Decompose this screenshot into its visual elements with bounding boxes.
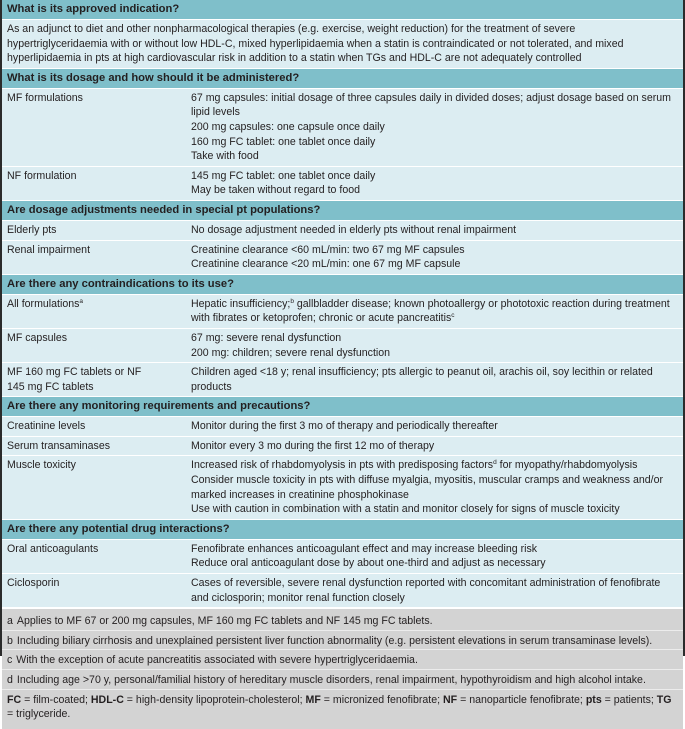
value-line: Use with caution in combination with a statin and monitor closely for signs of muscle toxicity: [191, 503, 620, 516]
row-label: Creatinine levels: [7, 420, 86, 433]
value-line: Reduce oral anticoagulant dose by about one-third and adjust as necessary: [191, 557, 546, 570]
abbr-term: TG: [656, 693, 672, 706]
table-row: [2, 539, 683, 573]
section-heading-contraindications: Are there any contraindications to its use?: [2, 274, 683, 294]
row-value: [191, 439, 678, 454]
footnotes: [2, 607, 683, 729]
row-label: MF formulations: [7, 91, 83, 104]
section-heading-special-populations: Are dosage adjustments needed in special pt populations?: [2, 200, 683, 220]
abbr-definition: = nanoparticle fenofibrate;: [457, 693, 586, 706]
row-label: [7, 297, 191, 326]
footnote: [2, 650, 683, 670]
row-value: [191, 223, 678, 238]
footnote: [2, 670, 683, 690]
abbreviations: [2, 690, 683, 723]
row-label: Muscle toxicity: [7, 459, 76, 472]
row-value: [191, 243, 678, 272]
value-line: No dosage adjustment needed in elderly pts without renal impairment: [191, 223, 517, 236]
table-body: [2, 0, 683, 729]
abbr-term: FC: [7, 693, 22, 706]
value-line: [191, 297, 674, 326]
row-label: Oral anticoagulants: [7, 542, 99, 555]
value-line: Cases of reversible, severe renal dysfunction reported with concomitant administration of fenofibrate and ciclosporin; monitor renal function closely: [191, 577, 661, 604]
footnote-text: Applies to MF 67 or 200 mg capsules, MF 160 mg FC tablets and NF 145 mg FC tablets.: [16, 615, 433, 628]
value-line: 200 mg: children; severe renal dysfunction: [191, 346, 391, 359]
abbr-definition: = triglyceride.: [7, 708, 71, 721]
row-label-text: All formulations: [7, 297, 80, 310]
section-heading-indication: What is its approved indication?: [2, 0, 683, 19]
table-row: [2, 88, 683, 166]
row-label: MF 160 mg FC tablets or NF 145 mg FC tablets: [7, 366, 142, 393]
section-heading-interactions: Are there any potential drug interactions?: [2, 519, 683, 539]
row-value: [191, 458, 678, 516]
row-label: NF formulation: [7, 169, 77, 182]
footnote-ref: c: [451, 312, 455, 320]
value-line: Consider muscle toxicity in pts with diffuse myalgia, myositis, muscular cramps and weakness and/or marked increases in creatinine phosphokinase: [191, 474, 664, 501]
abbr-definition: = high-density lipoprotein-cholesterol;: [123, 693, 306, 706]
row-value: [191, 91, 678, 164]
footnote-ref: a: [79, 297, 84, 305]
row-label: Elderly pts: [7, 223, 57, 236]
footnote-letter: b: [7, 634, 13, 647]
table-row: [2, 328, 683, 362]
section-heading-monitoring: Are there any monitoring requirements and precautions?: [2, 396, 683, 416]
footnote-text: With the exception of acute pancreatitis associated with severe hypertriglyceridaemia.: [16, 654, 418, 667]
row-value: [191, 576, 678, 605]
abbr-term: MF: [305, 693, 321, 706]
table-row: [2, 416, 683, 436]
value-line: 145 mg FC tablet: one tablet once daily: [191, 169, 376, 182]
footnote-letter: a: [7, 615, 13, 628]
table-row: [2, 294, 683, 328]
row-value: [191, 542, 678, 571]
footnote: [2, 611, 683, 631]
table-row: [2, 240, 683, 274]
row-value: [191, 297, 678, 326]
row-value: [191, 331, 678, 360]
row-value: [191, 169, 678, 198]
section-heading-dosage: What is its dosage and how should it be administered?: [2, 68, 683, 88]
footnote: [2, 631, 683, 651]
table-row: [2, 436, 683, 456]
footnote-letter: c: [7, 654, 13, 667]
value-line: 67 mg capsules: initial dosage of three capsules daily in divided doses; adjust dosage based on serum lipid levels: [191, 91, 671, 119]
footnote-letter: d: [7, 674, 13, 686]
value-line: Monitor during the first 3 mo of therapy and periodically thereafter: [191, 420, 498, 433]
abbr-definition: = film-coated;: [21, 693, 91, 706]
row-label: MF capsules: [7, 331, 68, 344]
abbr-definition: = micronized fenofibrate;: [320, 693, 444, 706]
value-line: Children aged <18 y; renal insufficiency; pts allergic to peanut oil, arachis oil, soy lecithin or related products: [191, 366, 653, 393]
table-row: [2, 362, 683, 396]
abbr-definition: = patients;: [601, 693, 657, 706]
value-line: Fenofibrate enhances anticoagulant effect and may increase bleeding risk: [191, 542, 538, 555]
value-text: Increased risk of rhabdomyolysis in pts with predisposing factors: [191, 459, 494, 472]
value-line: Creatinine clearance <60 mL/min: two 67 mg MF capsules: [191, 243, 465, 256]
abbr-term: pts: [585, 693, 602, 706]
table-row: [2, 166, 683, 200]
value-line: 67 mg: severe renal dysfunction: [191, 331, 342, 344]
indication-text: As an adjunct to diet and other nonpharmacological therapies (e.g. exercise, weight reduction) for the treatment of severe hypertriglyceridaemia with or without low HDL-C, mixed hyperlipidaemia when a statin is contraindicated or not tolerated, and mixed hyperlipidaemia in pts at high cardiovascular risk in addition to a statin when TGs and HDL-C are not adequately controlled: [2, 19, 683, 68]
value-line: Monitor every 3 mo during the first 12 mo of therapy: [191, 439, 435, 452]
value-line: Take with food: [191, 150, 259, 163]
value-text: gallbladder disease; known photoallergy or phototoxic reaction during treatment with fibrates or ketoprofen; chronic or acute pancreatitis: [191, 297, 670, 325]
value-line: 160 mg FC tablet: one tablet once daily: [191, 135, 376, 148]
row-label: Ciclosporin: [7, 577, 60, 590]
table-row: [2, 573, 683, 607]
footnote-ref: d: [493, 459, 497, 467]
abbr-term: NF: [443, 693, 458, 706]
row-label: Renal impairment: [7, 243, 91, 256]
row-value: [191, 419, 678, 434]
abbr-term: HDL-C: [90, 693, 124, 706]
value-line: 200 mg capsules: one capsule once daily: [191, 120, 385, 133]
row-label: Serum transaminases: [7, 439, 111, 452]
row-value: [191, 365, 678, 394]
value-line: May be taken without regard to food: [191, 184, 361, 197]
value-text: Hepatic insufficiency;: [191, 297, 291, 310]
footnote-ref: b: [290, 297, 294, 305]
footnote-text: Including age >70 y, personal/familial history of hereditary muscle disorders, renal impairment, hypothyroidism and high alcohol intake.: [16, 674, 646, 686]
value-line: [191, 458, 674, 473]
table-row: [2, 220, 683, 240]
value-line: Creatinine clearance <20 mL/min: one 67 mg MF capsule: [191, 258, 461, 271]
value-text: for myopathy/rhabdomyolysis: [496, 459, 638, 472]
footnote-text: Including biliary cirrhosis and unexplained persistent liver function abnormality (e.g. persistent elevations in serum transaminase levels).: [16, 634, 653, 647]
table-row: [2, 455, 683, 518]
